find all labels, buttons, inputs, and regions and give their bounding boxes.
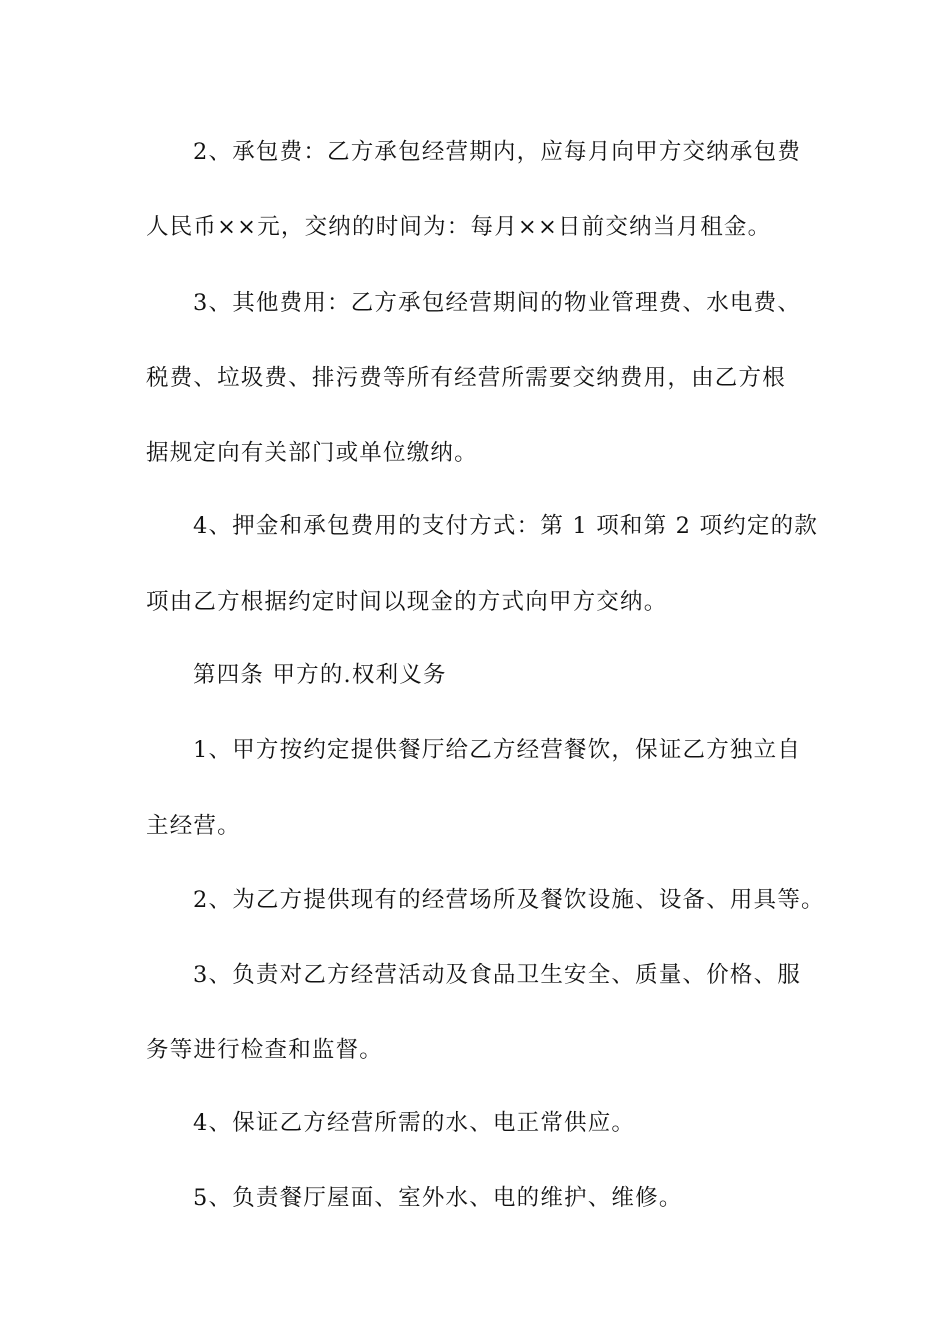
- paragraph-line: 据规定向有关部门或单位缴纳。: [146, 440, 478, 466]
- paragraph-line: 务等进行检查和监督。: [146, 1037, 384, 1063]
- paragraph-line: 项由乙方根据约定时间以现金的方式向甲方交纳。: [146, 589, 668, 615]
- paragraph-line: 1、甲方按约定提供餐厅给乙方经营餐饮，保证乙方独立自: [193, 737, 802, 763]
- paragraph-line: 4、押金和承包费用的支付方式：第 1 项和第 2 项约定的款: [193, 513, 819, 539]
- paragraph-line: 3、其他费用：乙方承包经营期间的物业管理费、水电费、: [193, 290, 802, 316]
- paragraph-line: 人民币××元，交纳的时间为：每月××日前交纳当月租金。: [146, 214, 772, 240]
- paragraph-line: 税费、垃圾费、排污费等所有经营所需要交纳费用，由乙方根: [146, 365, 786, 391]
- paragraph-line: 4、保证乙方经营所需的水、电正常供应。: [193, 1110, 636, 1136]
- paragraph-line: 5、负责餐厅屋面、室外水、电的维护、维修。: [193, 1185, 683, 1211]
- paragraph-line: 2、承包费：乙方承包经营期内，应每月向甲方交纳承包费: [193, 139, 802, 165]
- paragraph-line: 3、负责对乙方经营活动及食品卫生安全、质量、价格、服: [193, 962, 802, 988]
- paragraph-line: 主经营。: [146, 813, 241, 839]
- paragraph-line: 2、为乙方提供现有的经营场所及餐饮设施、设备、用具等。: [193, 887, 825, 913]
- section-heading: 第四条 甲方的.权利义务: [193, 662, 447, 688]
